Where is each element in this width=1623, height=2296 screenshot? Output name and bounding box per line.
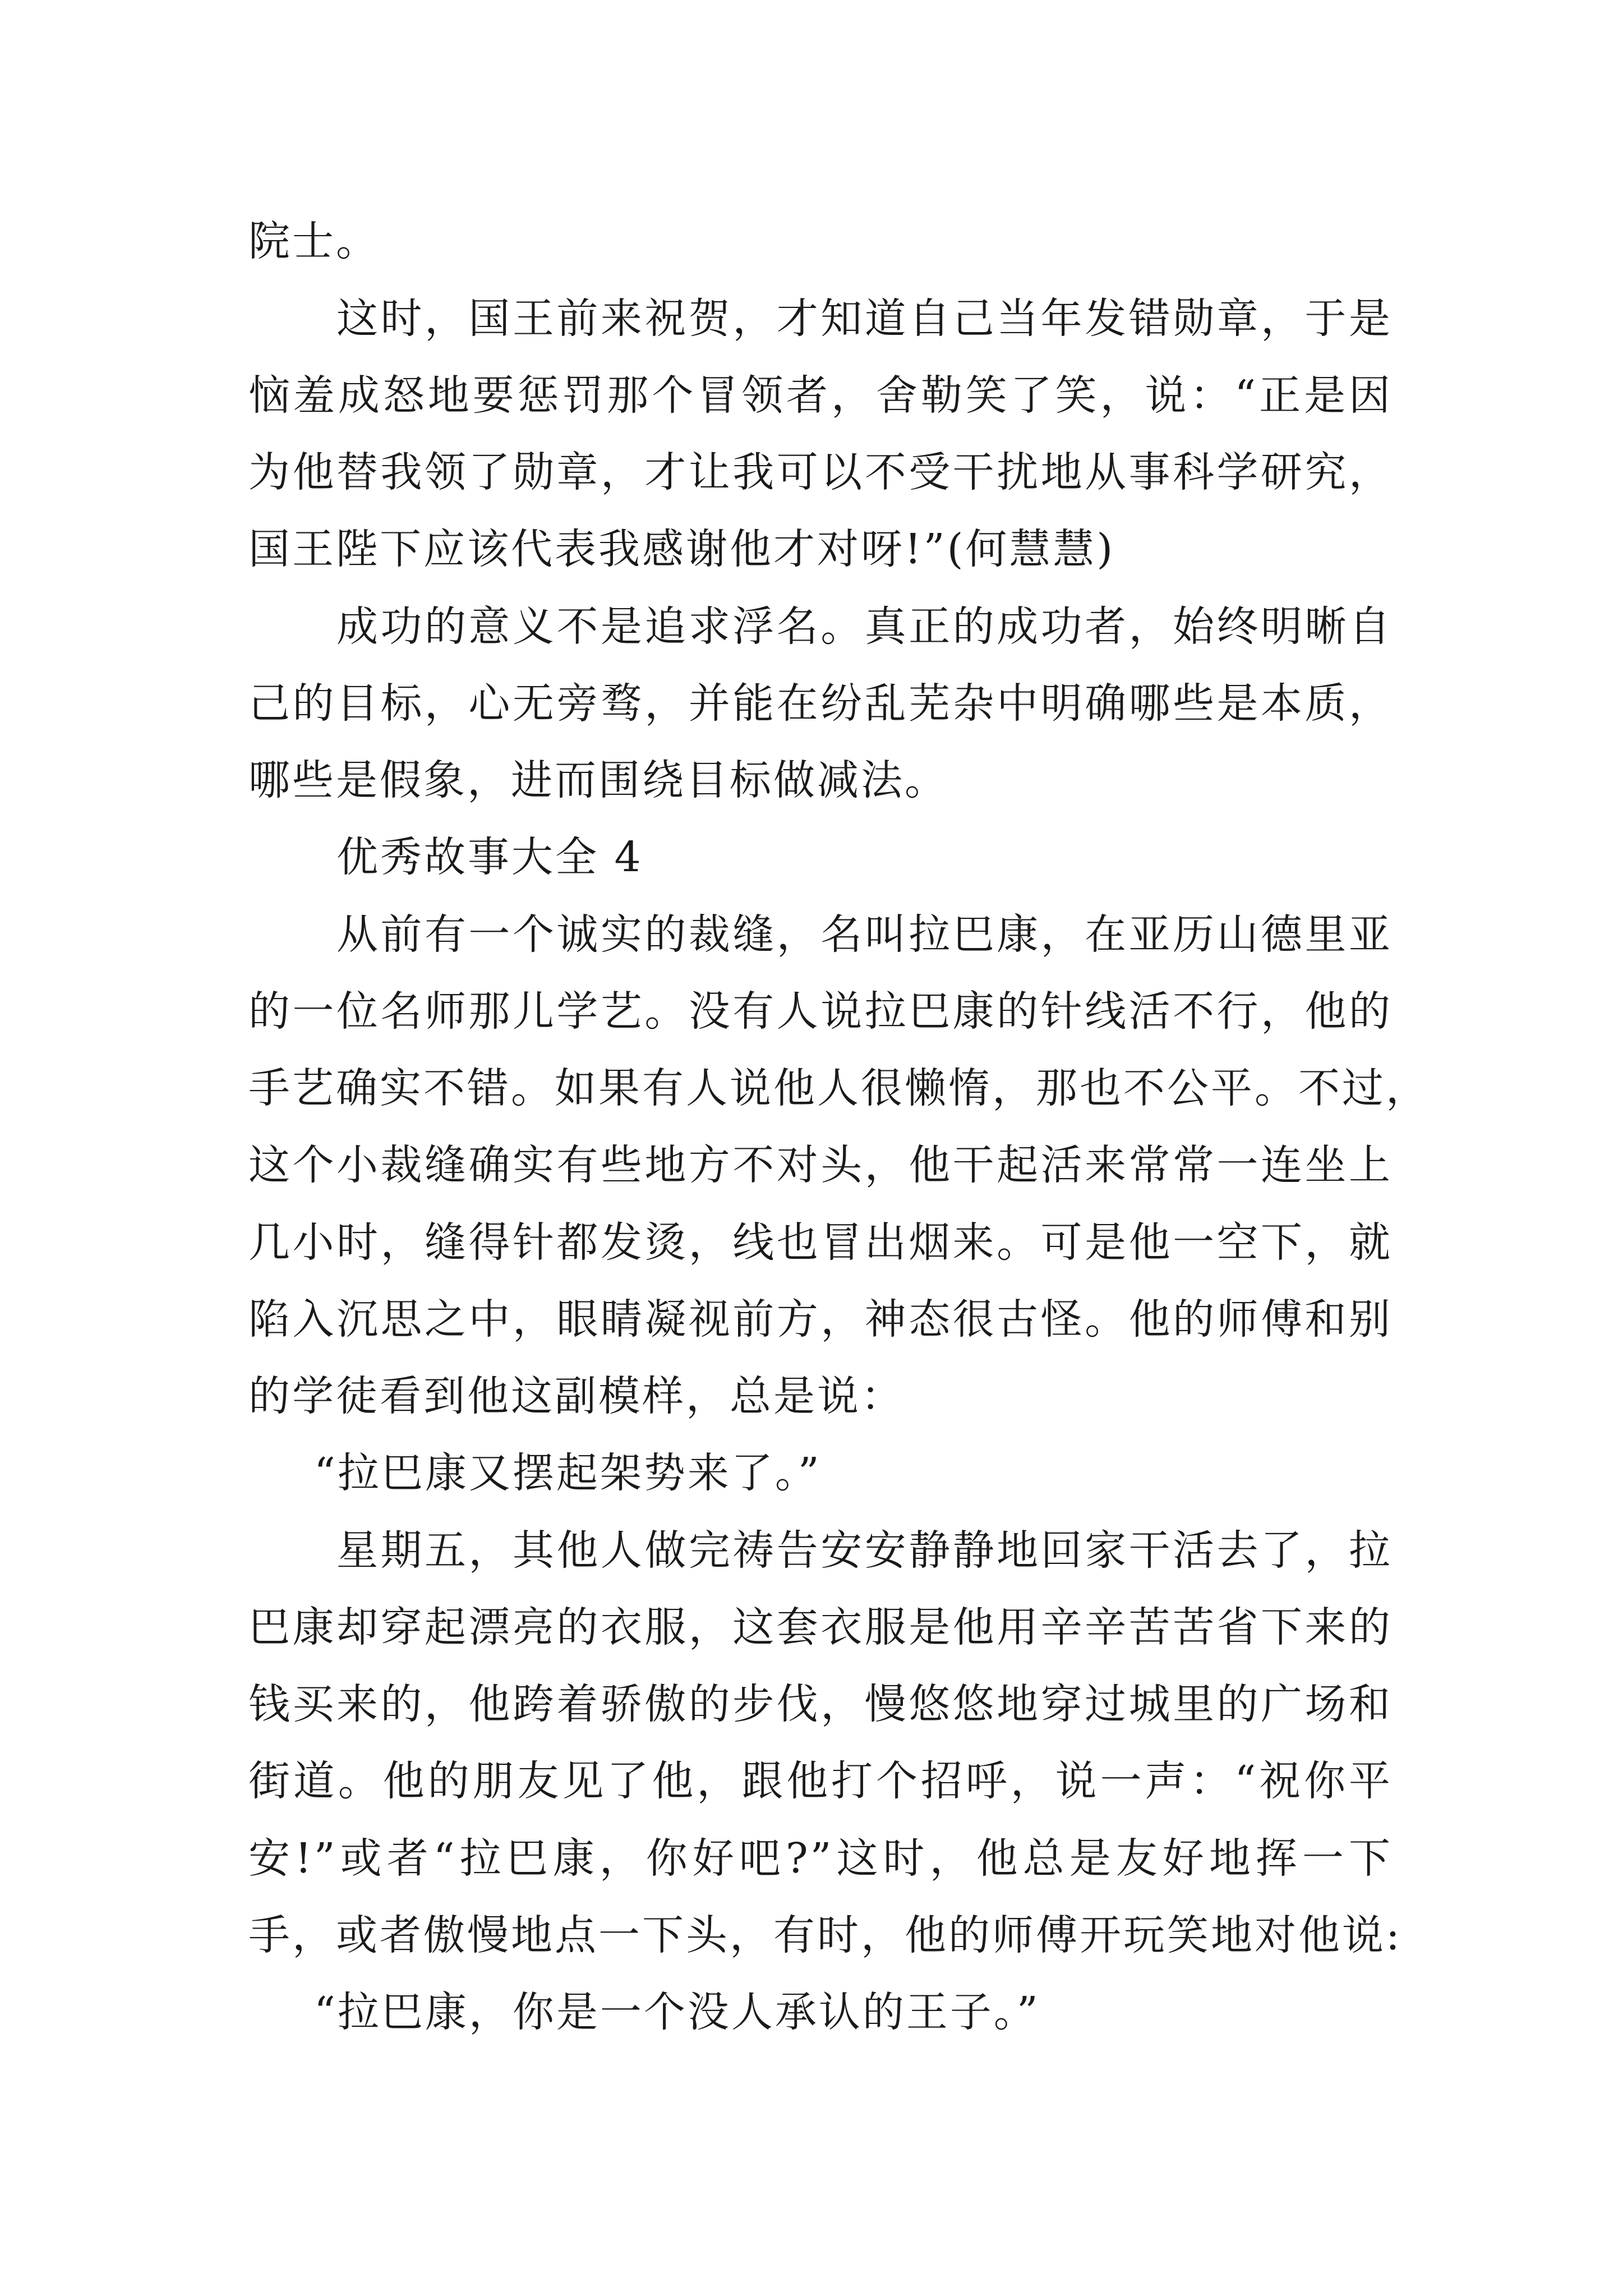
quote-line-1: “拉巴康又摆起架势来了。” <box>314 1449 822 1497</box>
text-line-11: 的一位名师那儿学艺。没有人说拉巴康的针线活不行，他的 <box>248 987 1393 1036</box>
text-line-6: 成功的意义不是追求浮名。真正的成功者，始终明晰自 <box>336 602 1393 651</box>
text-line-20: 钱买来的，他跨着骄傲的步伐，慢悠悠地穿过城里的广场和 <box>248 1680 1393 1728</box>
text-line-1: 院士。 <box>248 217 380 265</box>
text-line-3: 恼羞成怒地要惩罚那个冒领者，舍勒笑了笑，说：“正是因 <box>248 371 1393 420</box>
text-line-18: 星期五，其他人做完祷告安安静静地回家干活去了，拉 <box>336 1526 1393 1575</box>
text-line-2: 这时，国王前来祝贺，才知道自己当年发错勋章，于是 <box>336 295 1393 343</box>
text-line-10: 从前有一个诚实的裁缝，名叫拉巴康，在亚历山德里亚 <box>336 910 1393 959</box>
text-line-19: 巴康却穿起漂亮的衣服，这套衣服是他用辛辛苦苦省下来的 <box>248 1603 1393 1651</box>
text-line-5: 国王陛下应该代表我感谢他才对呀!”(何慧慧) <box>248 525 1115 573</box>
text-line-16: 的学徒看到他这副模样，总是说： <box>248 1372 905 1420</box>
text-line-15: 陷入沉思之中，眼睛凝视前方，神态很古怪。他的师傅和别 <box>248 1295 1393 1343</box>
text-line-13: 这个小裁缝确实有些地方不对头，他干起活来常常一连坐上 <box>248 1141 1393 1189</box>
text-line-21: 街道。他的朋友见了他，跟他打个招呼，说一声：“祝你平 <box>248 1757 1393 1805</box>
text-line-4: 为他替我领了勋章，才让我可以不受干扰地从事科学研究， <box>248 448 1393 496</box>
text-line-12: 手艺确实不错。如果有人说他人很懒惰，那也不公平。不过， <box>248 1064 1430 1112</box>
text-line-14: 几小时，缝得针都发烫，线也冒出烟来。可是他一空下，就 <box>248 1218 1393 1267</box>
text-line-23: 手，或者傲慢地点一下头，有时，他的师傅开玩笑地对他说: <box>248 1911 1402 1959</box>
text-line-22: 安!”或者“拉巴康，你好吧?”这时，他总是友好地挥一下 <box>248 1834 1393 1883</box>
section-heading: 优秀故事大全 4 <box>336 833 643 881</box>
text-line-8: 哪些是假象，进而围绕目标做减法。 <box>248 756 948 804</box>
quote-line-2: “拉巴康，你是一个没人承认的王子。” <box>314 1988 1040 2036</box>
text-line-7: 己的目标，心无旁骛，并能在纷乱芜杂中明确哪些是本质， <box>248 679 1393 728</box>
